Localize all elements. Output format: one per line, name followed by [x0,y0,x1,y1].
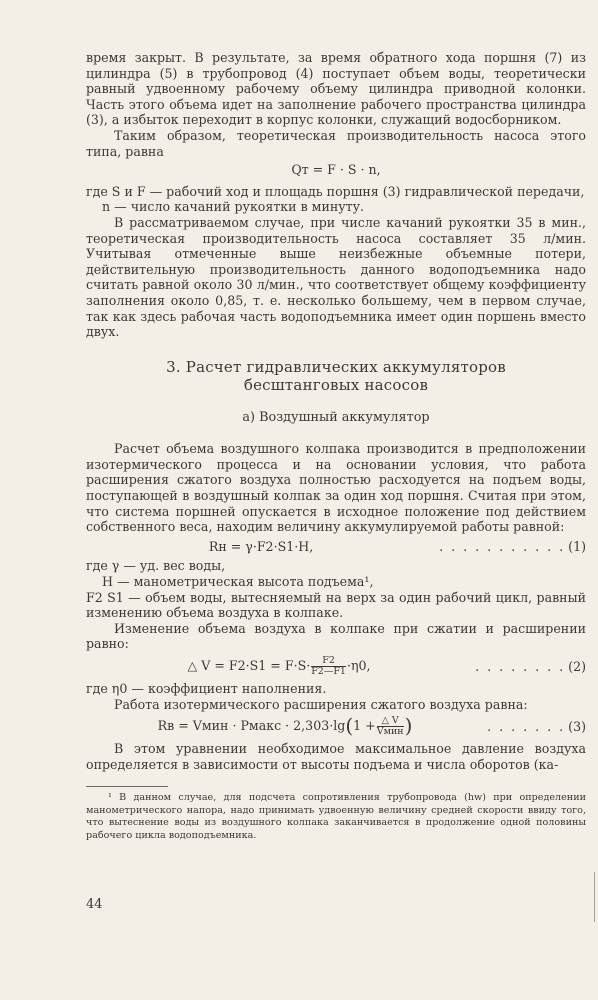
equation-2 [86,656,586,677]
equation-2-right: ·η0, [346,658,371,673]
legend-n: n — число качаний рукоятки в минуту. [102,199,365,215]
equation-2-leader: . . . . . . . . [475,658,566,674]
paragraph-productivity: Таким образом, теоретическая производительность насоса этого типа, равна [86,127,586,159]
equation-2-numerator: F2 [311,656,346,667]
section-heading-line-1: 3. Расчет гидравлических аккумуляторов [166,357,506,376]
equation-1-number: (1) [568,538,586,554]
equation-2-number: (2) [568,658,586,674]
equation-3 [86,713,586,738]
formula-productivity: Qт = F · S · n, [291,162,381,178]
equation-2-left: △ V = F2·S1 = F·S· [187,658,311,673]
left-paren-glyph: ( [345,713,354,738]
equation-3-number: (3) [568,718,586,734]
footnote-separator [86,786,168,787]
equation-2-fraction [311,656,346,677]
legend-s-f: где S и F — рабочий ход и площадь поршня (3) гидравлической передачи, [86,183,585,199]
equation-2-expression [86,656,472,677]
equation-1-leader: . . . . . . . . . . . [439,538,566,554]
legend-gamma: где γ — уд. вес воды, [86,558,226,574]
paragraph-intro: время закрыт. В результате, за время обратного хода поршня (7) из цилиндра (5) в трубопровод (4) поступает объем воды, теоретически равный удвоенному рабочему объему цилиндра приводной колонки. Часть этого объема идет на заполнение рабочего пространства цилиндра (3), а избыток переходит в корпус колонки, служащий водосборником. [86,50,586,128]
equation-3-expression [86,713,484,738]
section-heading [86,358,586,394]
page-number: 44 [86,897,103,912]
paragraph-max-pressure: В этом уравнении необходимое максимальное давление воздуха определяется в зависимости от высоты подъема и числа оборотов (ка- [86,741,586,772]
equation-2-denominator: F2—F1 [311,666,346,677]
paragraph-volume-change: Изменение объема воздуха в колпаке при сжатии и расширении равно: [86,620,586,652]
section-heading-line-2: бесштанговых насосов [243,375,429,394]
equation-3-denominator: Vмин [376,726,404,738]
legend-f2s1: F2 S1 — объем воды, вытесняемый на верх за один рабочий цикл, равный изменению объема воздуха в колпаке. [86,589,586,621]
equation-1 [86,539,586,555]
right-paren-glyph: ) [404,713,413,738]
equation-3-left: Rв = Vмин · Pмакс · 2,303·lg [157,718,346,734]
equation-3-leader: . . . . . . . [487,718,566,734]
equation-3-numerator: △ V [377,716,404,727]
paragraph-air-cap: Расчет объема воздушного колпака производится в предположении изотермического процесса и на основании условия, что работа расширения сжатого воздуха полностью расходуется на подъем воды, поступающей в воздушный колпак за один ход поршня. Считая при этом, что система поршней опускается в исходное положение под действием собственного веса, находим величину аккумулируемой работы равной: [86,441,586,535]
footnote-text: ¹ В данном случае, для подсчета сопротивления трубопровода (hw) при определении манометрического напора, надо принимать удвоенную величину средней скорости ввиду того, что вытеснение воды из воздушного колпака заканчивается в продолжение одной половины рабочего цикла водоподъемника. [86,792,586,841]
subsection-heading: а) Воздушный аккумулятор [242,409,430,425]
footnote [86,792,586,842]
equation-3-fraction [377,716,404,737]
legend-eta: где η0 — коэффициент наполнения. [86,681,327,696]
paragraph-isothermal-work: Работа изотермического расширения сжатого воздуха равна: [114,696,528,712]
text-column [86,50,586,842]
legend-h: H — манометрическая высота подъема¹, [102,574,374,590]
equation-1-expression: Rн = γ·F2·S1·H, [208,538,314,554]
paragraph-example: В рассматриваемом случае, при числе качаний рукоятки 35 в мин., теоретическая производительность насоса составляет 35 л/мин. Учитывая отмеченные выше неизбежные объемные потери, действительную производительность данного водоподъемника надо считать равной около 30 л/мин., что соответствует общему коэффициенту заполнения около 0,85, т. е. несколько большему, чем в первом случае, так как здесь рабочая часть водоподъемника имеет один поршень вместо двух. [86,214,586,340]
scan-edge-mark [594,872,595,922]
equation-3-inner: 1 + [353,718,376,734]
